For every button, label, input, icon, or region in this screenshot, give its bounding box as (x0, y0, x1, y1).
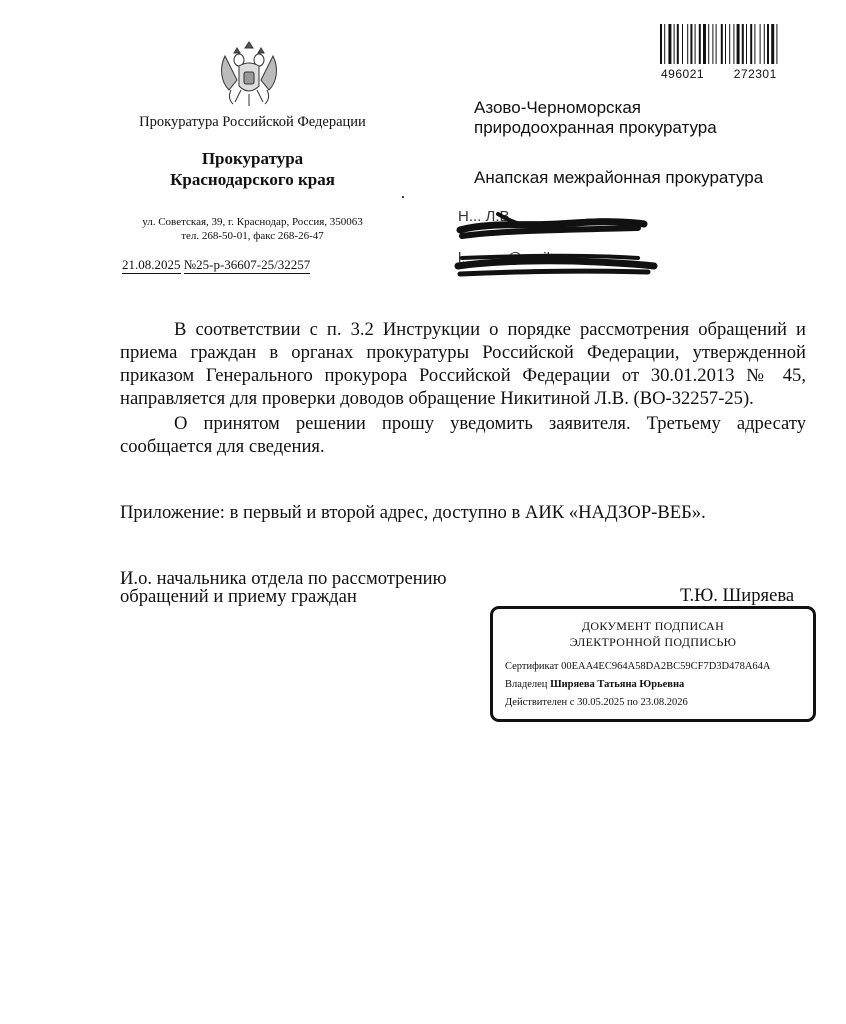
barcode-bar (771, 24, 774, 64)
barcode-bar (690, 24, 692, 64)
stamp-title-line1: ДОКУМЕНТ ПОДПИСАН (581, 619, 725, 633)
body-paragraph-1: В соответствии с п. 3.2 Инструкции о порядке рассмотрения обращений и приема граждан в органах прокуратуры Российской Федерации, утвержденной приказом Генерального прокурора Российской Федерации от 30.01.2013 № 45, направляется для проверки доводов обращение Никитиной Л.В. (ВО-32257-25). (120, 319, 806, 409)
redacted-recipient-email: l...........@mail (458, 250, 550, 267)
barcode-bar (674, 24, 675, 64)
barcode-bar (668, 24, 671, 64)
recipient-1-line1: Азово-Черноморская (474, 98, 642, 117)
barcode-bar (733, 24, 734, 64)
org-main-line1: Прокуратура (201, 149, 304, 168)
barcode-icon (658, 24, 806, 70)
signer-name: Т.Ю. Ширяева (680, 585, 795, 606)
barcode-number (661, 67, 777, 81)
org-main-line2: Краснодарского края (170, 170, 335, 189)
barcode-bar (687, 24, 688, 64)
stamp-owner-label: Владелец (505, 679, 548, 690)
org-main-title (120, 148, 385, 190)
signer-position-line1: И.о. начальника отдела по рассмотрению (120, 568, 447, 589)
recipient-1-line2: природоохранная прокуратура (474, 118, 717, 137)
stamp-cert-value: 00EAA4EC964A58DA2BC59CF7D3D478A64A (561, 661, 771, 672)
barcode-bar (767, 24, 769, 64)
stamp-validity-row (505, 697, 688, 708)
barcode-bar (725, 24, 726, 64)
barcode-bar (750, 24, 752, 64)
coat-of-arms-icon (215, 38, 283, 110)
barcode-bar (677, 24, 679, 64)
barcode-bar (682, 24, 683, 64)
barcode-bar (703, 24, 706, 64)
barcode-bar (729, 24, 730, 64)
redaction-scribble (448, 200, 663, 290)
barcode-bar (708, 24, 709, 64)
barcode-bar (754, 24, 755, 64)
recipient-block-1 (474, 98, 717, 138)
body-paragraph-2: О принятом решении прошу уведомить заявителя. Третьему адресату сообщается для сведения. (120, 413, 806, 457)
barcode-bar (764, 24, 765, 64)
org-address (120, 215, 385, 243)
barcode-bar (695, 24, 696, 64)
barcode-bar (742, 24, 744, 64)
barcode-bar (746, 24, 747, 64)
org-parent-title: Прокуратура Российской Федерации (139, 114, 366, 130)
barcode-bar (760, 24, 761, 64)
stamp-valid-label: Действителен с (505, 697, 575, 708)
document-date: 21.08.2025 (122, 257, 181, 272)
stamp-cert-label: Сертификат (505, 661, 559, 672)
speck (402, 196, 404, 198)
document-number: №25-р-36607-25/32257 (183, 257, 311, 272)
stamp-title-line2: ЭЛЕКТРОННОЙ ПОДПИСЬЮ (569, 635, 737, 649)
org-contacts-line: тел. 268-50-01, факс 268-26-47 (181, 230, 324, 242)
barcode-bar (660, 24, 662, 64)
stamp-owner-value: Ширяева Татьяна Юрьевна (550, 679, 685, 690)
registration-line (122, 257, 310, 274)
stamp-owner-row (505, 679, 684, 690)
barcode-bar (776, 24, 777, 64)
stamp-valid-to: 23.08.2026 (640, 697, 688, 708)
signer-position (120, 570, 447, 606)
barcode-bar (712, 24, 713, 64)
barcode-bar (721, 24, 723, 64)
stamp-valid-from: 30.05.2025 (577, 697, 625, 708)
barcode-bar (699, 24, 701, 64)
stamp-certificate-row (505, 661, 771, 672)
redacted-recipient-name: Н... Л.В. (458, 208, 514, 225)
barcode-number-right: 272301 (733, 67, 777, 81)
barcode-number-left: 496021 (661, 67, 705, 81)
letter-body (120, 318, 806, 458)
recipient-2: Анапская межрайонная прокуратура (474, 168, 764, 187)
org-address-line1: ул. Советская, 39, г. Краснодар, Россия, 350063 (142, 216, 363, 228)
barcode-bar (664, 24, 665, 64)
electronic-signature-stamp (490, 606, 816, 722)
barcode-bar (716, 24, 717, 64)
signer-position-line2: обращений и приему граждан (120, 586, 357, 607)
appendix-line: Приложение: в первый и второй адрес, доступно в АИК «НАДЗОР-ВЕБ». (120, 502, 706, 523)
barcode-bar (737, 24, 740, 64)
stamp-valid-to-label: по (626, 697, 638, 708)
